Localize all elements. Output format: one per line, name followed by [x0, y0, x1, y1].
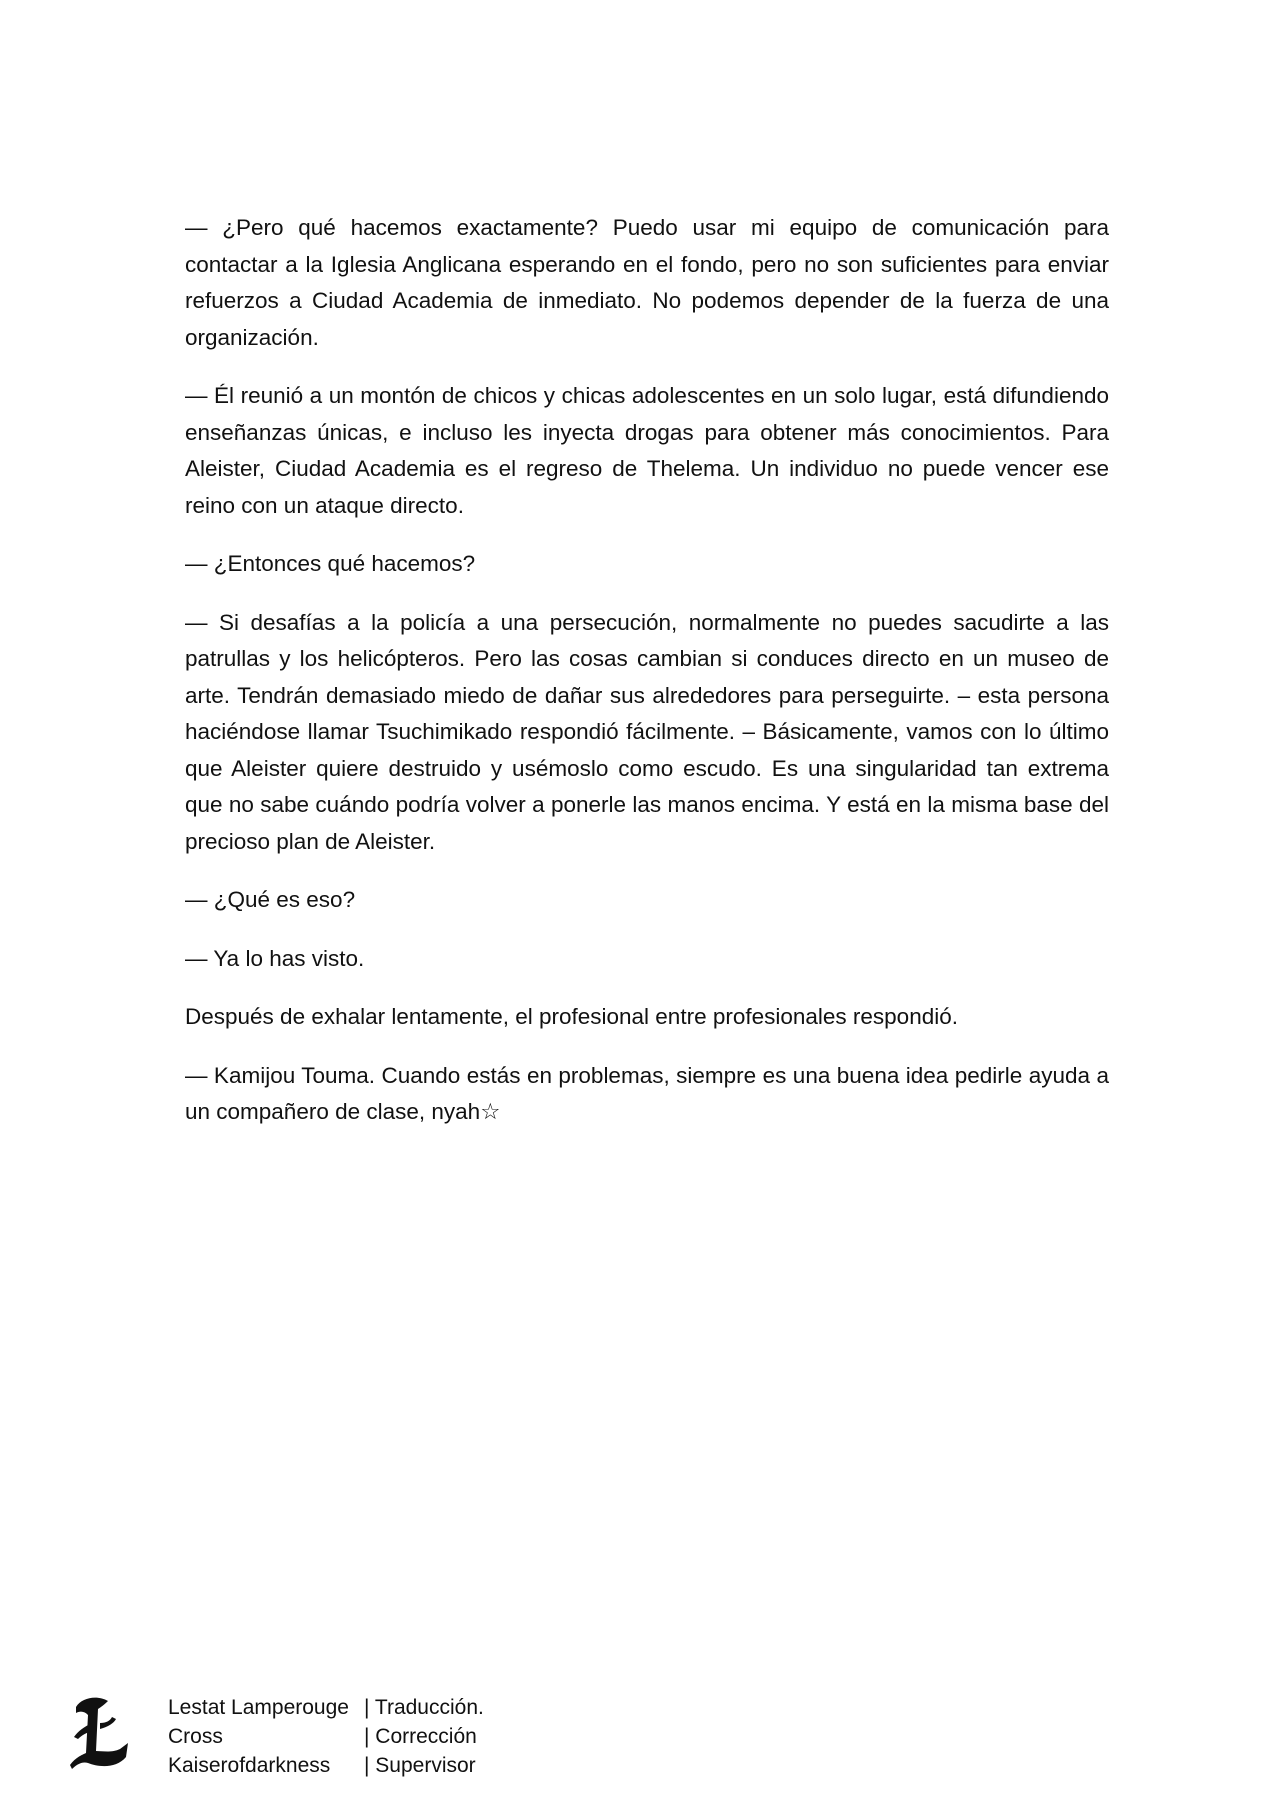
page-body — [185, 210, 1109, 1153]
paragraph: — Él reunió a un montón de chicos y chicas adolescentes en un solo lugar, está difundiendo enseñanzas únicas, e incluso les inyecta drogas para obtener más conocimientos. Para Aleister, Ciudad Academia es el regreso de Thelema. Un individuo no puede vencer ese reino con un ataque directo. — [185, 383, 1109, 518]
credit-role: | Supervisor — [364, 1754, 476, 1777]
credit-row — [168, 1693, 484, 1722]
credit-name: Cross — [168, 1725, 223, 1748]
gothic-letter-l-logo — [68, 1693, 138, 1773]
credit-role: | Corrección — [364, 1725, 477, 1748]
paragraph: — Si desafías a la policía a una persecución, normalmente no puedes sacudirte a las patrullas y los helicópteros. Pero las cosas cambian si conduces directo en un museo de arte. Tendrán demasiado miedo de dañar sus alrededores para perseguirte. – esta persona haciéndose llamar Tsuchimikado respondió fácilmente. – Básicamente, vamos con lo último que Aleister quiere destruido y usémoslo como escudo. Es una singularidad tan extrema que no sabe cuándo podría volver a ponerle las manos encima. Y está en la misma base del precioso plan de Aleister. — [185, 609, 1109, 854]
paragraph: — ¿Pero qué hacemos exactamente? Puedo usar mi equipo de comunicación para contactar a la Iglesia Anglicana esperando en el fondo, pero no son suficientes para enviar refuerzos a Ciudad Academia de inmediato. No podemos depender de la fuerza de una organización. — [185, 215, 1109, 350]
logo-graphic — [68, 1693, 138, 1773]
credit-name: Kaiserofdarkness — [168, 1754, 331, 1777]
credit-row — [168, 1722, 484, 1751]
paragraph: — ¿Qué es eso? — [185, 887, 356, 912]
paragraph: — ¿Entonces qué hacemos? — [185, 551, 476, 576]
page-footer — [68, 1693, 668, 1793]
paragraph: — Ya lo has visto. — [185, 945, 365, 971]
paragraph: — Kamijou Touma. Cuando estás en problemas, siempre es una buena idea pedirle ayuda a un compañero de clase, nyah☆ — [185, 1062, 1109, 1124]
paragraph: Después de exhalar lentamente, el profesional entre profesionales respondió. — [185, 1004, 958, 1029]
credits-list — [168, 1693, 484, 1780]
credit-name: Lestat Lamperouge — [168, 1696, 349, 1719]
credit-row — [168, 1751, 484, 1780]
credit-role: | Traducción. — [364, 1696, 484, 1719]
